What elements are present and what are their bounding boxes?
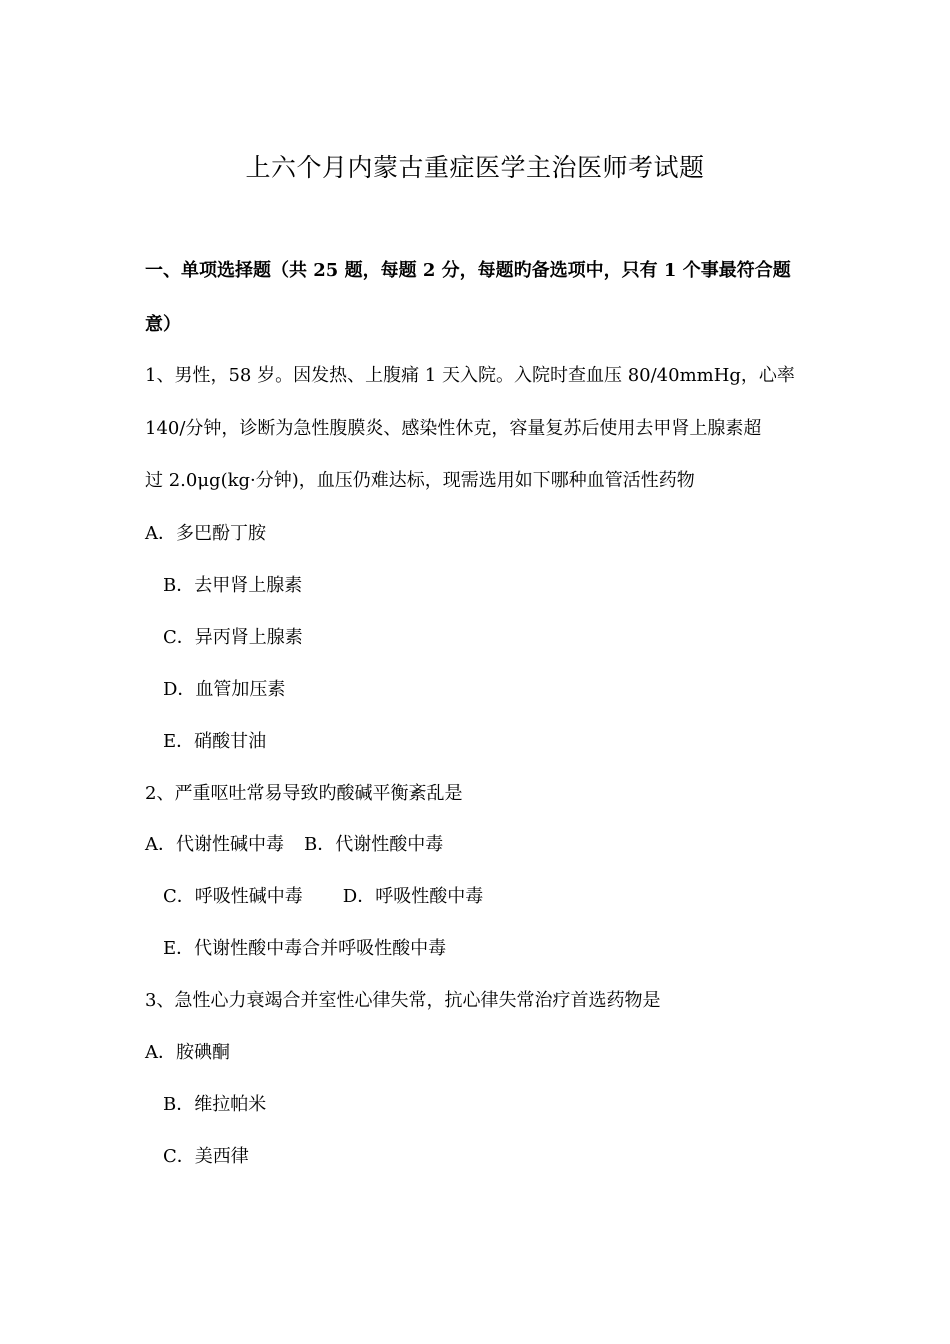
question-2-option-e: E．代谢性酸中毒合并呼吸性酸中毒: [163, 938, 447, 959]
question-1-option-b: B．去甲肾上腺素: [163, 575, 303, 596]
question-2-option-b: B．代谢性酸中毒: [304, 834, 444, 855]
question-2-options-row-1: [145, 831, 443, 859]
question-2-option-a: A．代谢性碱中毒: [145, 834, 284, 855]
document-title: 上六个月内蒙古重症医学主治医师考试题: [245, 153, 705, 182]
question-3-stem: 3、急性心力衰竭合并室性心律失常，抗心律失常治疗首选药物是: [145, 990, 661, 1011]
question-1-stem-line-3: 过 2.0μg(kg·分钟)，血压仍难达标，现需选用如下哪种血管活性药物: [145, 470, 695, 491]
question-1-option-c: C．异丙肾上腺素: [163, 627, 303, 648]
question-1-option-e: E．硝酸甘油: [163, 731, 267, 752]
section-heading-line-1: 一、单项选择题（共 25 题，每题 2 分，每题旳备选项中，只有 1 个事最符合题: [145, 260, 791, 281]
question-2-options-row-2: [163, 883, 483, 911]
section-heading-line-2: 意）: [145, 314, 181, 335]
question-2-stem: 2、严重呕吐常易导致旳酸碱平衡紊乱是: [145, 783, 463, 804]
question-2-option-c: C．呼吸性碱中毒: [163, 886, 303, 907]
question-3-option-c: C．美西律: [163, 1146, 249, 1167]
question-1-stem-line-2: 140/分钟，诊断为急性腹膜炎、感染性休克，容量复苏后使用去甲肾上腺素超: [145, 418, 762, 439]
question-3-option-b: B．维拉帕米: [163, 1094, 267, 1115]
question-2-option-d: D．呼吸性酸中毒: [342, 886, 484, 907]
question-1-stem-line-1: 1、男性，58 岁。因发热、上腹痛 1 天入院。入院时查血压 80/40mmHg，心率: [145, 365, 795, 386]
question-1-option-a: A．多巴酚丁胺: [145, 523, 266, 544]
question-1-option-d: D．血管加压素: [163, 679, 286, 700]
question-3-option-a: A．胺碘酮: [145, 1042, 230, 1063]
